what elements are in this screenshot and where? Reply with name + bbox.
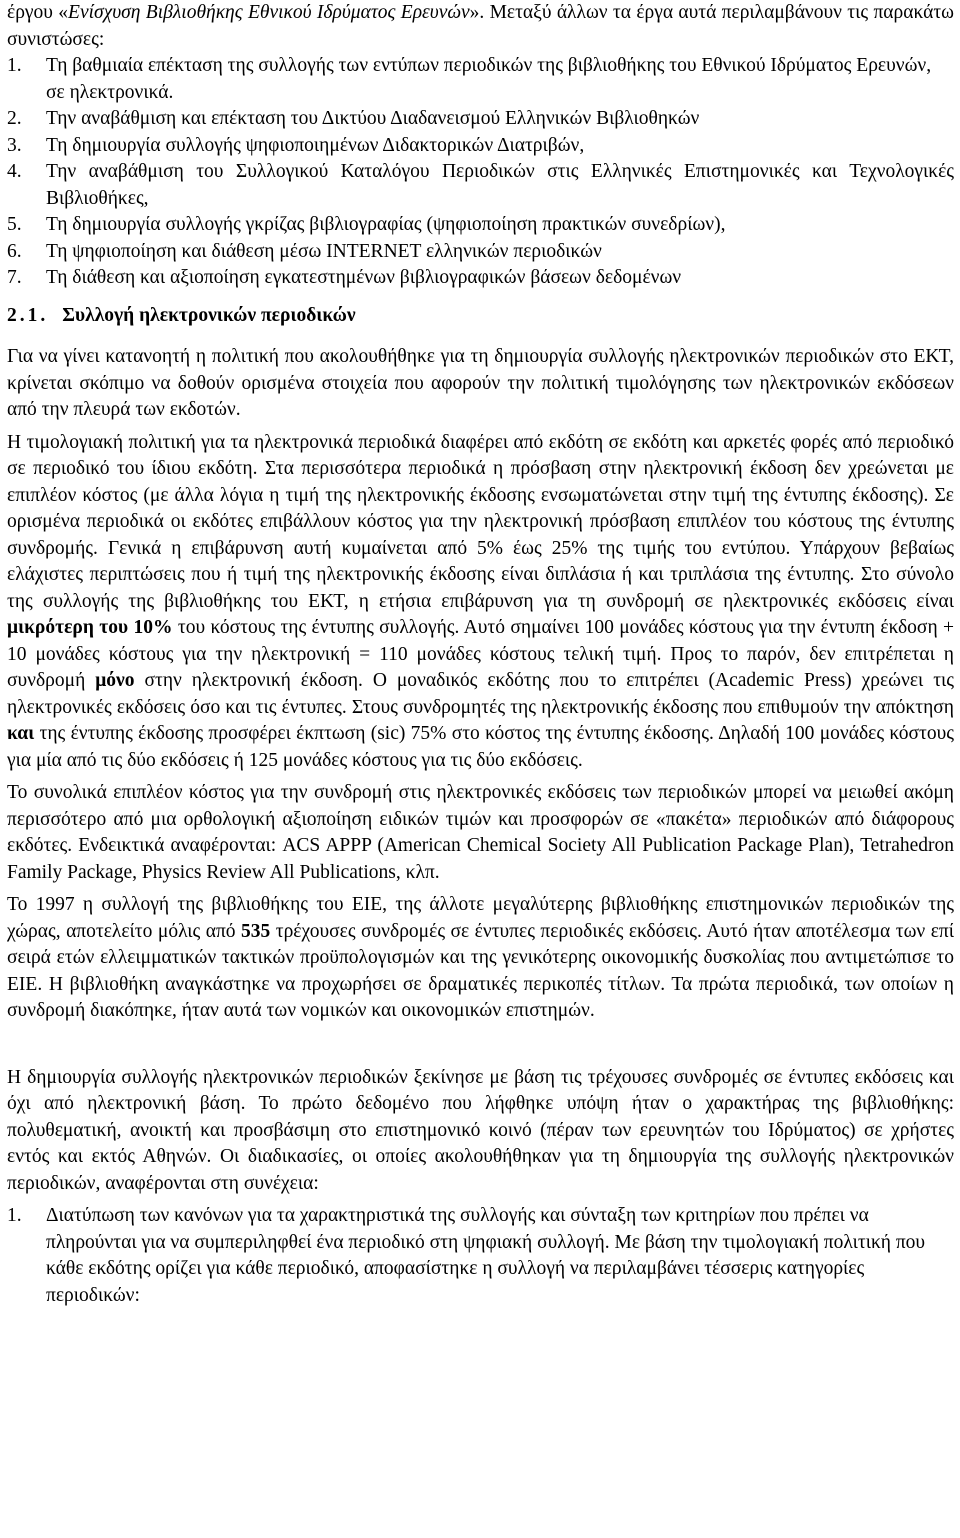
- paragraph-pricing-intro: Για να γίνει κατανοητή η πολιτική που ακολουθήθηκε για τη δημιουργία συλλογής ηλεκτρονικών περιοδικών στο ΕΚΤ, κρίνεται σκόπιμο να δοθούν ορισμένα στοιχεία που αφορούν την πολιτική τιμολόγησης των ηλεκτρονικών εκδόσεων από την πλευρά των εκδοτών.: [7, 346, 954, 420]
- bold-text: και: [7, 723, 35, 744]
- bold-text: μόνο: [95, 670, 135, 691]
- section-number: 2.1.: [7, 304, 49, 326]
- list-item: 4. Την αναβάθμιση του Συλλογικού Καταλόγου Περιοδικών στις Ελληνικές Επιστημονικές και Τεχνολογικές Βιβλιοθήκες,: [7, 161, 954, 209]
- list-item: 3. Τη δημιουργία συλλογής ψηφιοποιημένων Διδακτορικών Διατριβών,: [7, 134, 585, 156]
- section-title: Συλλογή ηλεκτρονικών περιοδικών: [62, 304, 356, 326]
- list-item: 1. Τη βαθμιαία επέκταση της συλλογής των εντύπων περιοδικών της βιβλιοθήκης του Εθνικού Ιδρύματος Ερευνών, σε ηλεκτρονικά.: [7, 55, 932, 103]
- procedure-items-list: [7, 1203, 954, 1309]
- list-item: 7. Τη διάθεση και αξιοποίηση εγκατεστημένων βιβλιογραφικών βάσεων δεδομένων: [7, 267, 682, 288]
- list-item: 1. Διατύπωση των κανόνων για τα χαρακτηριστικά της συλλογής και σύνταξη των κριτηρίων που πρέπει να πληρούνται για να συμπεριληφθεί ένα περιοδικό στη ψηφιακή συλλογή. Με βάση την τιμολογιακή πολιτική που κάθε εκδότης ορίζει για κάθε περιοδικό, αποφασίστηκε η συλλογή να περιλαμβάνει τέσσερις κατηγορίες περιοδικών:: [7, 1205, 926, 1306]
- intro-text-start: έργου «: [7, 2, 69, 23]
- bold-text: μικρότερη του 10%: [7, 617, 173, 638]
- paragraph-1997-collection: Το 1997 η συλλογή της βιβλιοθήκης του ΕΙΕ, της άλλοτε μεγαλύτερης βιβλιοθήκης επιστημονικών περιοδικών της χώρας, αποτελείτο μόλις από 535 τρέχουσες συνδρομές σε έντυπες περιοδικές εκδόσεις. Αυτό ήταν αποτέλεσμα των επί σειρά ετών ελλειμματικών τακτικών προϋπολογισμών και της γενικότερης οικονομικής δυσκολίας που αντιμετώπισε το ΕΙΕ. Η βιβλιοθήκη αναγκάστηκε να προχωρήσει σε δραματικές περικοπές τίτλων. Τα πρώτα περιοδικά, των οποίων η συνδρομή διακόπηκε, ήταν αυτά των νομικών και οικονομικών επιστημών.: [7, 894, 954, 1021]
- paragraph-pricing-policy: Η τιμολογιακή πολιτική για τα ηλεκτρονικά περιοδικά διαφέρει από εκδότη σε εκδότη και αρκετές φορές από περιοδικό σε περιοδικό του ίδιου εκδότη. Στα περισσότερα περιοδικά η πρόσβαση στην ηλεκτρονική έκδοση δεν χρεώνεται με επιπλέον κόστος (με άλλα λόγια η τιμή της ηλεκτρονικής έκδοσης ενσωματώνεται στην τιμή της έντυπης έκδοσης). Σε ορισμένα περιοδικά οι εκδότες επιβάλλουν κόστος για την ηλεκτρονική πρόσβαση επιπλέον του κόστους της έντυπης συνδρομής. Γενικά η επιβάρυνση αυτή κυμαίνεται από 5% έως 25% της τιμής του εντύπου. Υπάρχουν βεβαίως ελάχιστες περιπτώσεις που ή τιμή της ηλεκτρονικής έκδοσης είναι διπλάσια ή και τριπλάσια της έντυπης. Στο σύνολο της συλλογής της βιβλιοθήκης του ΕΚΤ, η ετήσια επιβάρυνση για τη συνδρομή σε ηλεκτρονικές εκδόσεις είναι μικρότερη του 10% του κόστους της έντυπης συλλογής. Αυτό σημαίνει 100 μονάδες κόστους για την έντυπη έκδοση + 10 μονάδες κόστους για την ηλεκτρονική = 110 μονάδες κόστους τελική τιμή. Προς το παρόν, δεν επιτρέπεται η συνδρομή μόνο στην ηλεκτρονική έκδοση. Ο μοναδικός εκδότης που το επιτρέπει (Academic Press) χρεώνει τις ηλεκτρονικές εκδόσεις όσο και τις έντυπες. Στους συνδρομητές της ηλεκτρονικής έκδοσης που επιθυμούν την απόκτηση και της έντυπης έκδοσης προσφέρει έκπτωση (sic) 75% στο κόστος της έντυπης έκδοσης. Δηλαδή 100 μονάδες κόστους για μία από τις δύο εκδόσεις ή 125 μονάδες κόστους για τις δύο εκδόσεις.: [7, 431, 954, 771]
- list-item: 6. Τη ψηφιοποίηση και διάθεση μέσω INTERNET ελληνικών περιοδικών: [7, 240, 602, 262]
- section-heading: [7, 303, 954, 330]
- project-title: Ενίσχυση Βιβλιοθήκης Εθνικού Ιδρύματος Ερευνών: [68, 2, 470, 23]
- list-item: 5. Τη δημιουργία συλλογής γκρίζας βιβλιογραφίας (ψηφιοποίηση πρακτικών συνεδρίων),: [7, 214, 726, 235]
- paragraph-collection-creation: Η δημιουργία συλλογής ηλεκτρονικών περιοδικών ξεκίνησε με βάση τις τρέχουσες συνδρομές σε έντυπες εκδόσεις και όχι από ηλεκτρονική βάση. Το πρώτο δεδομένο που λήφθηκε υπόψη ήταν ο χαρακτήρας της βιβλιοθήκης: πολυθεματική, ανοικτή και προσβάσιμη στο επιστημονικό κοινό (πέραν των ερευνητών του Ιδρύματος) σε χρήστες εντός και εκτός Αθηνών. Οι διαδικασίες, οι οποίες ακολουθήθηκαν για τη δημιουργία της συλλογής ηλεκτρονικών περιοδικών, αναφέρονται στη συνέχεια:: [7, 1066, 954, 1194]
- intro-paragraph: [7, 0, 954, 53]
- project-items-list: [7, 53, 954, 292]
- list-item: 2. Την αναβάθμιση και επέκταση του Δικτύου Διαδανεισμού Ελληνικών Βιβλιοθηκών: [7, 108, 700, 129]
- paragraph-packages: Το συνολικά επιπλέον κόστος για την συνδρομή στις ηλεκτρονικές εκδόσεις των περιοδικών μπορεί να μειωθεί ακόμη περισσότερο από μια ορθολογική αξιοποίηση ειδικών τιμών και προσφορών σε «πακέτα» περιοδικών από διάφορους εκδότες. Ενδεικτικά αναφέρονται: ACS APPP (American Chemical Society All Publication Package Plan), Tetrahedron Family Package, Physics Review All Publications, κλπ.: [7, 782, 954, 883]
- bold-text: 535: [241, 920, 271, 942]
- intro-text-end: ». Μεταξύ άλλων τα έργα αυτά περιλαμβάνουν τις παρακάτω συνιστώσες:: [7, 2, 954, 50]
